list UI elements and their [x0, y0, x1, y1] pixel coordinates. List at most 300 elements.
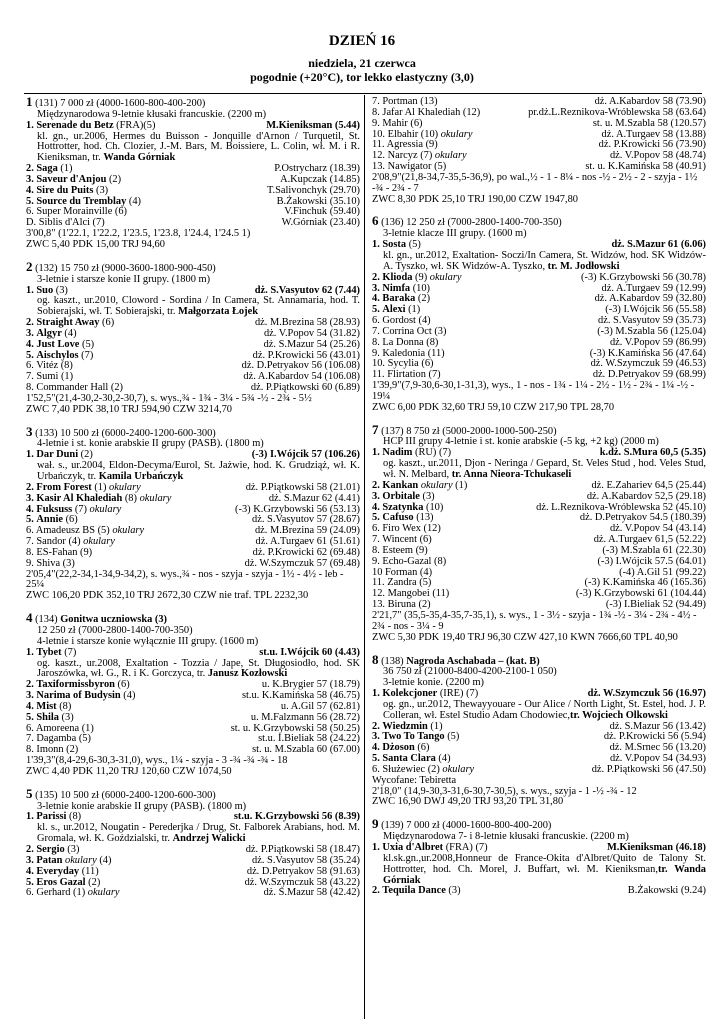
finish-position: 10.	[372, 358, 385, 370]
finish-position: 6.	[372, 315, 380, 327]
horse-note: Amadeusz BS (5)	[35, 525, 113, 537]
equipment-note: okulary	[65, 854, 97, 866]
runner-row	[372, 162, 706, 173]
trainer-name: tr. Wanda Górniak	[383, 863, 707, 886]
jockey-odds: (-3) M.Szabla 61 (22.30)	[602, 544, 706, 556]
jockey-odds: M.Kieniksman (46.18)	[606, 842, 706, 853]
race-block	[372, 651, 706, 809]
horse-note: (6)	[414, 742, 430, 754]
horse-note: Mahir (6)	[382, 117, 423, 129]
race-result-summary: 2'21,7" (35,5-35,4-35,7-35,1), s. wys., 1 - 3½ - szyja - 1¾ -½ - 3¼ - 2¾ - 4½ - 2¾ - nos - 3¼ - 9	[372, 609, 697, 632]
jockey-odds: k.dż. S.Mura 60,5 (5.35)	[599, 447, 706, 459]
trainer-name: Janusz Kozłowski	[207, 668, 288, 680]
trainer-name: Wanda Górniak	[103, 152, 176, 164]
horse-name: Saga	[36, 163, 58, 175]
horse-note: (2)	[78, 449, 93, 461]
horse-note: Super Morainville (6)	[36, 206, 128, 218]
finish-position: 7.	[26, 371, 34, 383]
horse-note: (9)	[412, 271, 430, 283]
horse-name: Taxiformissbyron	[36, 679, 115, 691]
horse-note: Vitéz (8)	[36, 360, 73, 372]
finish-position: 7.	[372, 96, 380, 107]
horse-name: Serenade du Betz	[36, 119, 114, 131]
jockey-odds: dż. V.Popov 54 (31.82)	[263, 327, 360, 339]
equipment-note: okulary	[109, 481, 141, 493]
equipment-note: okulary	[434, 150, 467, 162]
jockey-odds: dż. P.Krowicki 56 (5.94)	[603, 731, 706, 743]
horse-note: Esteem (9)	[382, 544, 428, 556]
race-result-summary: ZWC 16,90 DWJ 49,20 TRJ 93,20 TPL 31,80	[372, 796, 564, 808]
jockey-odds: dż. A.Turgaev 58 (13.88)	[601, 128, 706, 140]
jockey-odds: dż. P.Krowicki 56 (73.90)	[598, 139, 706, 151]
horse-note: (5)	[444, 731, 460, 743]
horse-note: (4)	[126, 195, 141, 207]
horse-note: Echo-Gazal (8)	[382, 555, 447, 567]
equipment-note: okulary	[89, 503, 122, 515]
finish-position: 2.	[26, 163, 34, 175]
finish-position: 5.	[372, 304, 380, 316]
horse-note: (4)	[61, 327, 77, 339]
finish-position: 6.	[26, 360, 34, 372]
jockey-odds: B.Żakowski (35.10)	[276, 195, 360, 207]
horse-note: Agressia (9)	[386, 139, 438, 151]
winner-row	[26, 286, 360, 297]
race-info: (136) 12 250 zł (7000-2800-1400-700-350)	[378, 217, 562, 229]
jockey-odds: B.Żakowski (9.24)	[627, 885, 706, 897]
horse-note: (2)	[106, 173, 122, 185]
horse-name: Narima of Budysin	[36, 690, 121, 702]
finish-position: 3.	[26, 492, 34, 504]
horse-name: Shila	[36, 711, 59, 723]
race-info: (138)	[378, 655, 407, 667]
horse-name: Santa Clara	[382, 753, 436, 765]
runner-row	[26, 383, 360, 394]
winner-pedigree	[372, 459, 706, 481]
horse-note: (IRE) (7)	[437, 688, 479, 700]
finish-position: 6.	[372, 763, 380, 775]
equipment-note: okulary	[429, 271, 462, 283]
race-conditions: HCP III grupy 4-letnie i st. konie arabskie (-5 kg, +2 kg) (2000 m)	[383, 436, 659, 448]
horse-name: Kankan	[382, 479, 419, 491]
trainer-name: tr. Wojciech Olkowski	[570, 709, 668, 721]
race-info: (137) 8 750 zł (5000-2000-1000-500-250)	[378, 425, 557, 437]
jockey-odds: dż. A.Turgaev 61 (51.61)	[255, 536, 360, 548]
race-name: Gonitwa uczniowska (3)	[60, 614, 168, 626]
jockey-odds: (-3) K.Kamińska 56 (47.64)	[589, 347, 706, 359]
finish-position: 3.	[26, 690, 34, 702]
winner-row	[372, 843, 706, 854]
day-title: DZIEŃ 16	[328, 33, 396, 49]
horse-note: Flirtation (7)	[387, 369, 441, 381]
horse-note: (6)	[62, 514, 78, 526]
horse-name: Kolekcjoner	[382, 688, 438, 700]
finish-position: 10.	[372, 128, 385, 140]
finish-position: 1.	[26, 811, 34, 823]
race-result-summary: 2'05,4"(22,2-34,1-34,9-34,2), s. wys.,¾ - nos - szyja - szyja - 1½ - 4½ - leb - 25¼	[26, 568, 344, 591]
jockey-odds: dż. P.Krowicki 56 (43.01)	[252, 349, 360, 361]
pedigree-text: wał. s., ur.2004, Eldon-Decyma/Eurol, St. Jażwie, hod. K. Grudziąż, wł. K. Urbańczyk, tr.	[37, 460, 360, 482]
horse-name: Annie	[36, 514, 63, 526]
horse-note: Imonn (2)	[36, 744, 79, 756]
horse-name: Parissi	[36, 811, 67, 823]
winner-row	[372, 240, 706, 251]
jockey-odds: (-4) A.Gil 51 (99.22)	[619, 566, 706, 578]
jockey-odds: dż. L.Reznikova-Wróblewska 52 (45.10)	[536, 501, 706, 513]
horse-name: Algyr	[36, 327, 62, 339]
jockey-odds: dż. S.Mazur 61 (6.06)	[611, 239, 706, 251]
finish-position: 11.	[372, 139, 385, 151]
pedigree-text: kl. s., ur.2012, Nougatin - Perederjka / Drug, St. Falborek Arabians, hod. M. Gromala, wł. K. Goździalski, tr.	[37, 822, 360, 845]
jockey-odds: dż. V.Popov 54 (43.14)	[609, 523, 706, 535]
finish-position: 4.	[372, 742, 380, 754]
header-rule	[24, 93, 702, 94]
finish-position: 8.	[26, 382, 34, 394]
jockey-odds: W.Górniak (23.40)	[281, 217, 360, 229]
horse-note: La Donna (8)	[382, 336, 439, 348]
finish-position: 13.	[372, 599, 385, 611]
date-line: niedziela, 21 czerwca	[308, 56, 416, 70]
finish-position: 4.	[26, 503, 34, 515]
jockey-odds: dż. M.Brezina 59 (24.09)	[254, 525, 360, 537]
finish-position: 1.	[372, 239, 380, 251]
horse-name: Nimfa	[382, 282, 411, 294]
equipment-note: okulary	[139, 492, 172, 504]
race-info: (135) 10 500 zł (6000-2400-1200-600-300)	[32, 789, 216, 801]
finish-position: 6.	[26, 887, 34, 899]
horse-name: Sosta	[382, 239, 407, 251]
jockey-odds: dż. A.Turgaev 61,5 (52.22)	[593, 534, 706, 546]
jockey-odds: pr.dż.L.Reznikova-Wróblewska 58 (63.64)	[528, 106, 706, 118]
horse-note: (7)	[61, 646, 77, 658]
horse-note: (3)	[64, 844, 80, 855]
horse-name: Nadim	[382, 447, 413, 459]
horse-name: Klioda	[382, 271, 413, 283]
race-conditions: 4-letnie i starsze konie wyłącznie III grupy. (1600 m)	[37, 635, 259, 647]
race-name: Nagroda Aschabada – (kat. B)	[406, 655, 540, 667]
jockey-odds: A.Kupczak (14.85)	[280, 173, 360, 185]
trainer-name: Andrzej Walicki	[172, 833, 246, 845]
winner-row	[372, 448, 706, 459]
finish-position: 7.	[26, 536, 34, 548]
race-result-summary: ZWC 106,20 PDK 352,10 TRJ 2672,30 CZW nie traf. TPL 2232,30	[26, 590, 309, 602]
race-block	[372, 97, 706, 205]
finish-position: 2.	[26, 317, 34, 329]
horse-note: Dagamba (5)	[36, 733, 91, 745]
horse-note: (10)	[410, 282, 431, 294]
horse-name: Kasir Al Khalediah	[36, 492, 123, 504]
right-column	[372, 97, 706, 908]
horse-name: Just Love	[36, 338, 80, 350]
finish-position: 9.	[372, 347, 380, 359]
finish-position: 3.	[26, 173, 34, 185]
jockey-odds: dż. S.Vasyutov 59 (35.73)	[598, 315, 706, 327]
winner-pedigree	[26, 461, 360, 483]
trainer-name: tr. Anna Nieora-Tchukaseli	[451, 469, 572, 480]
horse-name: Baraka	[382, 293, 416, 305]
horse-note: (1)	[452, 479, 468, 491]
jockey-odds: st. u. M.Szabla 60 (67.00)	[252, 744, 360, 756]
jockey-odds: dż. S.Mazur 56 (13.42)	[609, 720, 706, 732]
finish-position: 3.	[26, 854, 34, 866]
horse-note: (4)	[120, 690, 136, 702]
weather-line: pogodnie (+20°C), tor lekko elastyczny (3,0)	[250, 70, 474, 84]
race-number: 6	[372, 213, 379, 229]
runner-row	[26, 888, 360, 899]
race-result-summary: ZWC 8,30 PDK 25,10 TRJ 190,00 CZW 1947,80	[372, 193, 578, 205]
finish-position: 8.	[372, 336, 380, 348]
horse-note: Amoreena (1)	[35, 722, 94, 734]
finish-position: 2.	[26, 679, 34, 691]
race-number: 1	[26, 94, 33, 109]
winner-row	[26, 121, 360, 132]
jockey-odds: dż. P.Piątkowski 58 (21.01)	[245, 481, 360, 493]
race-block	[26, 94, 360, 251]
horse-note: ES-Fahan (9)	[36, 546, 93, 558]
finish-position: 11.	[372, 369, 385, 381]
horse-note: Kaledonia (11)	[382, 347, 445, 359]
jockey-odds: (-3) K.Grzybowski 61 (104.44)	[575, 588, 706, 600]
finish-position: D.	[26, 217, 37, 229]
jockey-odds: dż. V.Popov 54 (34.93)	[609, 753, 706, 765]
finish-position: 3.	[26, 327, 34, 339]
pedigree-text: og. kaszt., ur.2008, Exaltation - Tozzia / Jape, St. Długosiodło, hod. SK Jaroszówka, wł. G., R. i K. Gorczyca, tr.	[37, 657, 360, 680]
race-result-summary: ZWC 6,00 PDK 32,60 TRJ 59,10 CZW 217,90 TPL 28,70	[372, 401, 615, 413]
horse-note: Zandra (5)	[387, 577, 432, 589]
horse-name: Saveur d'Anjou	[36, 173, 107, 185]
finish-position: 2.	[26, 481, 34, 493]
race-number: 8	[372, 651, 379, 667]
jockey-odds: st. u. M.Szabla 58 (120.57)	[592, 117, 706, 129]
horse-name: Aischylos	[36, 349, 79, 361]
finish-position: 8.	[372, 544, 380, 556]
finish-position: 9.	[26, 557, 34, 569]
horse-note: (3)	[445, 885, 461, 897]
horse-name: Orbitale	[382, 490, 420, 502]
runner-row	[372, 765, 706, 776]
horse-note: Gordost (4)	[382, 315, 431, 327]
race-conditions: 3-letnie konie. (2200 m)	[383, 677, 484, 689]
horse-note: (1)	[427, 720, 443, 732]
finish-position: 5.	[26, 514, 34, 526]
finish-position: 11.	[372, 577, 385, 589]
jockey-odds: u. M.Falzmann 56 (28.72)	[250, 711, 360, 723]
jockey-odds: T.Salivonchyk (29.70)	[266, 184, 360, 196]
finish-position: 4.	[372, 293, 380, 305]
finish-position: 1.	[26, 449, 34, 461]
jockey-odds: dż. W.Szymczuk 56 (16.97)	[587, 688, 706, 700]
race-block	[372, 421, 706, 644]
horse-note: (2)	[85, 876, 101, 888]
jockey-odds: dż. W.Szymczuk 59 (46.53)	[590, 358, 706, 370]
finish-position: 1.	[26, 646, 34, 658]
finish-position: 10	[372, 566, 383, 578]
race-result-summary: ZWC 5,40 PDK 15,00 TRJ 94,60	[26, 238, 165, 250]
finish-position: 2.	[372, 720, 380, 732]
horse-note: (3)	[93, 184, 109, 196]
horse-note: (8)	[56, 700, 72, 712]
horse-name: Sergio	[36, 844, 65, 855]
horse-note: (11)	[79, 865, 99, 877]
winner-pedigree	[372, 854, 706, 887]
horse-name: Source du Tremblay	[36, 195, 127, 207]
horse-note: Gerhard (1)	[36, 887, 88, 899]
horse-name: Tequila Dance	[382, 885, 446, 897]
race-header	[26, 258, 360, 275]
equipment-note: okulary	[83, 536, 115, 548]
jockey-odds: dż. W.Szymczuk 57 (69.48)	[244, 557, 360, 569]
finish-position: 7.	[372, 534, 380, 546]
horse-note: (1)	[91, 481, 110, 493]
horse-note: Mangobei (11)	[387, 588, 450, 600]
race-result-summary: 2'18,0" (14,9-30,3-31,6-30,7-30,5), s. wys., szyja - 1 -½ -¾ - 12	[372, 785, 637, 797]
horse-note: (8)	[66, 811, 82, 823]
finish-position: 5.	[26, 876, 34, 888]
winner-pedigree	[26, 132, 360, 165]
equipment-note: okulary	[112, 525, 145, 537]
race-result-summary: 1'39,9"(7,9-30,6-30,1-31,3), wys., 1 - nos - 1¾ - 1¼ - 2½ - 1½ - 2¾ - 1¼ -½ - 19¼	[372, 380, 695, 402]
horse-note: Commander Hall (2)	[36, 382, 123, 394]
runner-row	[372, 370, 706, 381]
finish-position: 1.	[26, 119, 34, 131]
horse-note: (FRA)(5)	[113, 119, 156, 131]
race-header	[26, 785, 360, 802]
race-info: (134)	[32, 614, 61, 626]
finish-position: 8.	[372, 106, 380, 118]
jockey-odds: dż. S.Vasyutov 58 (35.24)	[252, 854, 360, 866]
pedigree-text: kl. gn., ur.2012, Exaltation- Soczi/In Camera, St. Widzów, hod. SK Widzów-A. Tyszko, wł. SK Widzów-A. Tyszko,	[383, 249, 706, 272]
horse-note: (10)	[423, 501, 444, 513]
winner-row	[26, 812, 360, 823]
column-divider	[364, 95, 365, 1019]
jockey-odds: dż. V.Popov 58 (48.74)	[609, 150, 706, 162]
jockey-odds: dż. A.Kabardov 52,5 (29.18)	[586, 490, 706, 502]
horse-name: From Forest	[36, 481, 92, 493]
race-number: 4	[26, 610, 33, 626]
runner-row	[26, 745, 360, 756]
jockey-odds: (-3) M.Szabla 56 (125.04)	[597, 325, 706, 337]
finish-position: 4.	[26, 184, 34, 196]
jockey-odds: dż. E.Zahariev 64,5 (25.44)	[591, 479, 706, 491]
jockey-odds: (-3) I.Wójcik 57.5 (64.01)	[597, 555, 706, 567]
finish-position: 4.	[26, 700, 34, 712]
horse-name: Wiedzmin	[382, 720, 428, 732]
finish-position: 4.	[26, 865, 34, 877]
jockey-odds: P.Ostrycharz (18.39)	[274, 163, 360, 175]
horse-name: Straight Away	[36, 317, 100, 329]
race-block	[372, 213, 706, 413]
race-number: 9	[372, 816, 379, 832]
jockey-odds: dż. D.Petryakov 54.5 (180.39)	[579, 512, 706, 524]
equipment-note: okulary	[87, 887, 120, 899]
finish-position: 6.	[26, 206, 34, 218]
jockey-odds: (-3) I.Wójcik 56 (55.58)	[605, 304, 706, 316]
jockey-odds: dż. D.Petryakov 59 (68.99)	[592, 369, 706, 381]
horse-note: Służewiec (2)	[382, 763, 443, 775]
finish-position: 1.	[372, 842, 380, 853]
horse-note: (RU) (7)	[412, 447, 452, 459]
finish-position: 5.	[372, 753, 380, 765]
race-conditions: 12 250 zł (7000-2800-1400-700-350)	[37, 624, 193, 636]
horse-note: (4)	[435, 753, 451, 765]
jockey-odds: dż. P.Piątkowski 60 (6.89)	[250, 382, 360, 394]
race-result-summary: 1'39,3"(8,4-29,6-30,3-31,0), wys., 1¼ - szyja - 3 -¾ -¾ -¾ - 18	[26, 755, 288, 767]
horse-name: Suo	[36, 284, 54, 296]
horse-note: Forman (4)	[385, 566, 433, 578]
equipment-note: okulary	[442, 763, 475, 775]
race-conditions: 3-letnie konie arabskie II grupy (PASB). (1800 m)	[37, 800, 247, 812]
pedigree-text: og. kaszt., ur.2011, Djon - Neringa / Gepard, St. Veles Stud , hod. Veles Stud, wł. N. Melbard,	[383, 458, 706, 480]
race-conditions: 3-letnie klacze III grupy. (1600 m)	[383, 228, 527, 240]
horse-name: Uxia d'Albret	[382, 842, 444, 853]
equipment-note: okulary	[420, 479, 453, 491]
winner-row	[372, 689, 706, 700]
jockey-odds: dż. D.Petryakov 56 (106.08)	[241, 360, 360, 372]
race-number: 5	[26, 785, 33, 801]
finish-position: 12.	[372, 588, 385, 600]
horse-name: Alexi	[382, 304, 406, 316]
horse-note: Biruna (2)	[387, 599, 431, 611]
jockey-odds: dż. S.Mazur 62 (4.41)	[268, 492, 360, 504]
horse-note: (3)	[419, 490, 435, 502]
jockey-odds: dż. M.Srnec 56 (13.20)	[609, 742, 706, 754]
jockey-odds: (-3) K.Grzybowski 56 (30.78)	[581, 271, 706, 283]
finish-position: 13.	[372, 161, 385, 173]
finish-position: 2.	[372, 479, 380, 491]
horse-note: Siblis d'Alci (7)	[38, 217, 105, 229]
horse-note: Nawigator (5)	[387, 161, 447, 173]
finish-position: 5.	[372, 512, 380, 524]
horse-name: Fuksuss	[36, 503, 73, 515]
trainer-name: Małgorzata Łojek	[178, 306, 258, 318]
pedigree-text: kl.sk.gn.,ur.2008,Honneur de France-Okita d'Albret/Quito de Talony St. Hottrotter, hod. Ch. Morel, J. Buffart, wł. M. Kieniksman,	[383, 852, 706, 875]
race-info: (131) 7 000 zł (4000-1600-800-400-200)	[32, 98, 206, 109]
runner-row	[372, 886, 706, 897]
race-block	[26, 258, 360, 416]
winner-pedigree	[26, 296, 360, 318]
horse-name: Sire du Puits	[36, 184, 94, 196]
finish-position: 8.	[26, 546, 34, 558]
jockey-odds: dż. A.Kabardov 58 (73.90)	[594, 96, 706, 107]
horse-note: (1)	[405, 304, 421, 316]
finish-position: 7.	[372, 325, 380, 337]
finish-position: 4.	[372, 501, 380, 513]
winner-row	[26, 450, 360, 461]
horse-note: (6)	[114, 679, 130, 691]
finish-position: 1.	[372, 688, 380, 700]
race-conditions: 3-letnie i starsze konie II grupy. (1800 m)	[37, 273, 211, 285]
finish-position: 4.	[26, 338, 34, 350]
horse-note: Sandor (4)	[36, 536, 84, 548]
horse-note: (5)	[79, 338, 95, 350]
race-header	[26, 94, 360, 110]
race-result-summary: Wycofane: Tebiretta	[372, 774, 457, 786]
jockey-odds: dż. P.Krowicki 62 (69.48)	[252, 546, 360, 558]
jockey-odds: dż. S.Mazur 58 (42.42)	[263, 887, 360, 899]
horse-note: Sycylia (6)	[387, 358, 434, 370]
jockey-odds: dż. S.Vasyutov 62 (7.44)	[254, 284, 360, 296]
jockey-odds: (-3) I.Bieliak 52 (94.49)	[605, 599, 706, 611]
jockey-odds: V.Finchuk (59.40)	[284, 206, 360, 218]
jockey-odds: st. u. K.Grzybowski 58 (50.25)	[230, 722, 360, 734]
race-result-summary: 1'52,5"(21,4-30,2-30,2-30,7), s. wys.,¾ - 1¾ - 3¼ - 5¾ -½ - 2¾ - 5½	[26, 392, 312, 404]
horse-note: (3)	[58, 711, 74, 723]
horse-name: Cafuso	[382, 512, 414, 524]
race-result-summary: 2'08,9"(21,8-34,7-35,5-36,9), po wal.,½ - 1 - 8¼ - nos -½ - 2½ - 2 - szyja - 1½ -¾ - 2¾ - 7	[372, 171, 698, 194]
race-block	[26, 785, 360, 899]
jockey-odds: dż. P.Piątkowski 56 (47.50)	[591, 763, 706, 775]
horse-note: (6)	[99, 317, 115, 329]
winner-pedigree	[372, 251, 706, 273]
